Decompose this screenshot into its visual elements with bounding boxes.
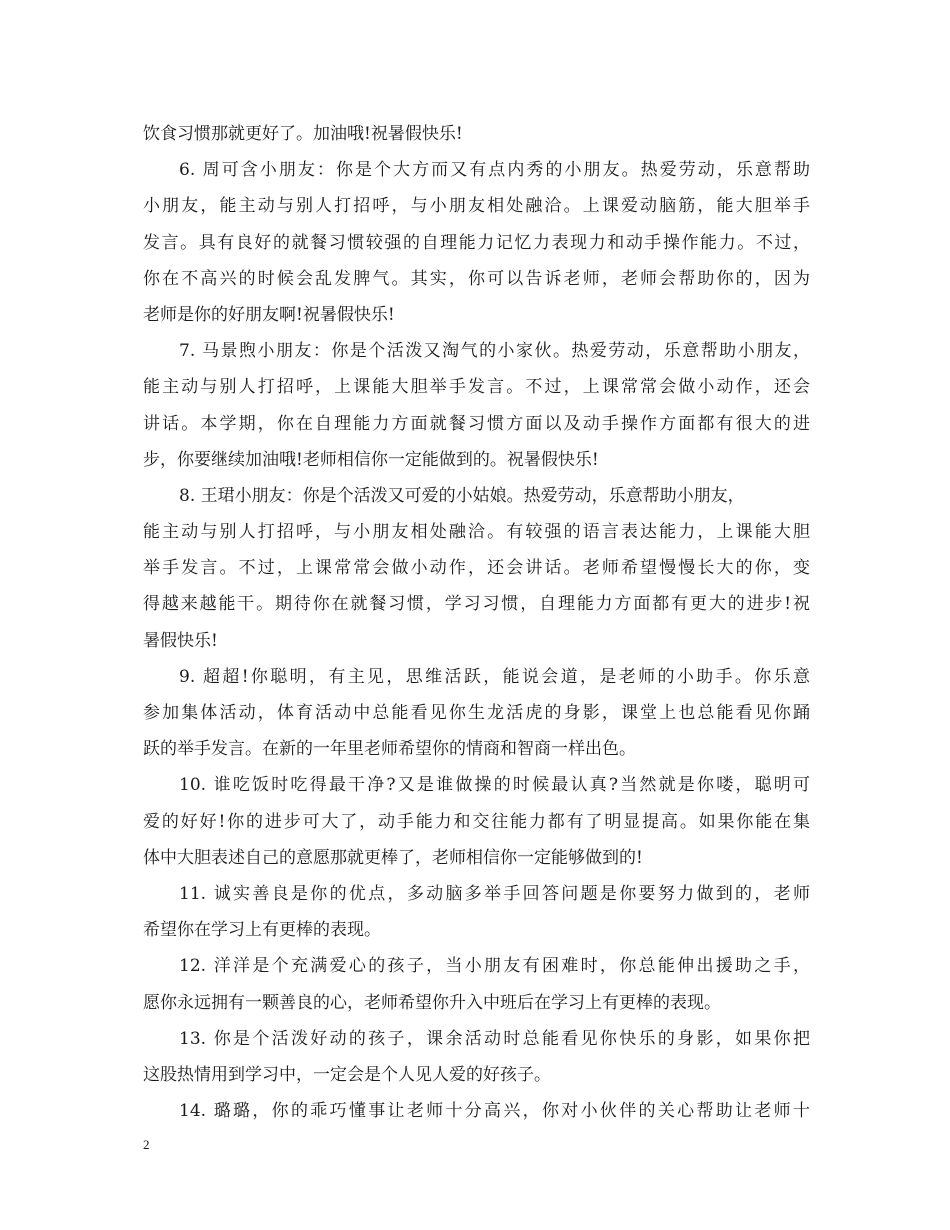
text-line: 能主动与别人打招呼，与小朋友相处融洽。有较强的语言表达能力，上课能大胆	[143, 522, 810, 543]
body-text	[143, 116, 810, 1129]
text-line: 11. 诚实善良是你的优点，多动脑多举手回答问题是你要努力做到的，老师	[179, 883, 810, 904]
text-line: 14. 璐璐，你的乖巧懂事让老师十分高兴，你对小伙伴的关心帮助让老师十	[179, 1101, 810, 1122]
text-line: 能主动与别人打招呼，上课能大胆举手发言。不过，上课常常会做小动作，还会	[143, 377, 810, 398]
text-line: 13. 你是个活泼好动的孩子，课余活动时总能看见你快乐的身影，如果你把	[179, 1028, 810, 1049]
text-line: 讲话。本学期，你在自理能力方面就餐习惯方面以及动手操作方面都有很大的进	[143, 413, 810, 434]
text-line: 体中大胆表述自己的意愿那就更棒了，老师相信你一定能够做到的!	[143, 847, 643, 868]
text-line: 跃的举手发言。在新的一年里老师希望你的情商和智商一样出色。	[143, 739, 636, 760]
text-line: 7. 马景煦小朋友：你是个活泼又淘气的小家伙。热爱劳动，乐意帮助小朋友，	[179, 341, 810, 362]
text-line: 6. 周可含小朋友：你是个大方而又有点内秀的小朋友。热爱劳动，乐意帮助	[179, 160, 810, 181]
text-line: 得越来越能干。期待你在就餐习惯，学习习惯，自理能力方面都有更大的进步!祝	[143, 594, 810, 615]
text-line: 发言。具有良好的就餐习惯较强的自理能力记忆力表现力和动手操作能力。不过，	[143, 232, 810, 253]
text-line: 老师是你的好朋友啊!祝暑假快乐!	[143, 304, 395, 325]
text-line: 步，你要继续加油哦!老师相信你一定能做到的。祝暑假快乐!	[143, 449, 599, 470]
text-line: 9. 超超!你聪明，有主见，思维活跃，能说会道，是老师的小助手。你乐意	[179, 666, 810, 687]
text-line: 暑假快乐!	[143, 630, 218, 651]
text-line: 你在不高兴的时候会乱发脾气。其实，你可以告诉老师，老师会帮助你的，因为	[143, 268, 810, 289]
text-line: 这股热情用到学习中，一定会是个人见人爱的好孩子。	[143, 1064, 551, 1085]
text-line: 参加集体活动，体育活动中总能看见你生龙活虎的身影，课堂上也总能看见你踊	[143, 703, 810, 723]
page-number: 2	[143, 1137, 150, 1152]
text-line: 愿你永远拥有一颗善良的心，老师希望你升入中班后在学习上有更棒的表现。	[143, 992, 721, 1013]
text-line: 爱的好好!你的进步可大了，动手能力和交往能力都有了明显提高。如果你能在集	[143, 811, 810, 832]
text-line: 小朋友，能主动与别人打招呼，与小朋友相处融洽。上课爱动脑筋，能大胆举手	[143, 196, 810, 217]
text-line: 8. 王珺小朋友：你是个活泼又可爱的小姑娘。热爱劳动，乐意帮助小朋友，	[179, 485, 745, 506]
text-line: 希望你在学习上有更棒的表现。	[143, 920, 381, 941]
text-line: 12. 洋洋是个充满爱心的孩子，当小朋友有困难时，你总能伸出援助之手，	[179, 956, 810, 977]
text-line: 10. 谁吃饭时吃得最干净?又是谁做操的时候最认真?当然就是你喽，聪明可	[179, 775, 810, 796]
text-line: 举手发言。不过，上课常常会做小动作，还会讲话。老师希望慢慢长大的你，变	[143, 558, 810, 579]
text-line: 饮食习惯那就更好了。加油哦!祝暑假快乐!	[143, 124, 463, 144]
